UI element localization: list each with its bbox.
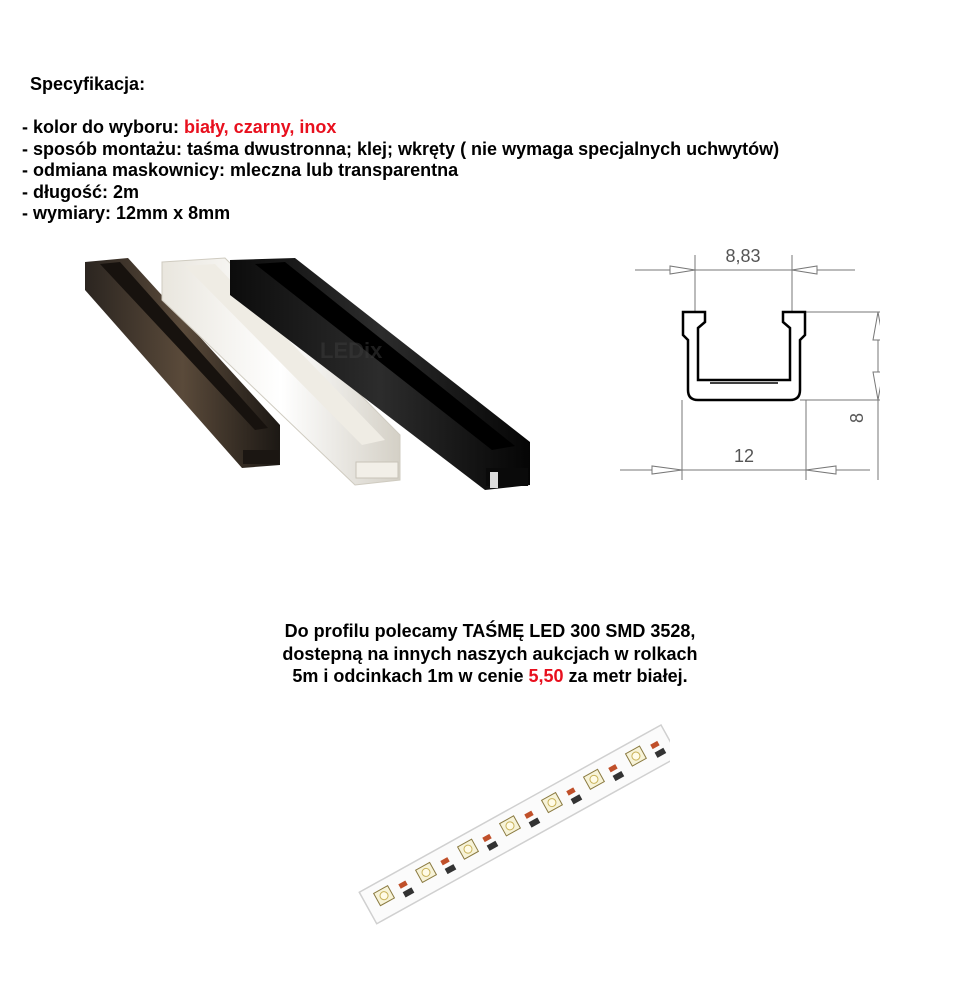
width-label: 12 [733, 446, 755, 466]
recommendation-line-3 [240, 665, 740, 688]
recommendation [240, 620, 740, 688]
height-label: 8 [847, 412, 867, 424]
spec-color-values: biały, czarny, inox [184, 117, 337, 137]
spec-dimensions: - wymiary: 12mm x 8mm [22, 203, 231, 223]
spec-length: - długość: 2m [22, 181, 140, 202]
profiles-photo [80, 250, 540, 500]
spec-title: Specyfikacja: [30, 74, 146, 94]
cross-section-diagram [610, 240, 880, 485]
spec-color [22, 117, 779, 139]
price: 5,50 [528, 666, 564, 686]
recommendation-line-1: Do profilu polecamy TAŚMĘ LED 300 SMD 3528, [284, 621, 696, 641]
recommendation-line-3-end: za metr białej. [563, 666, 688, 686]
recommendation-line-2: dostepną na innych naszych aukcjach w rolkach [282, 643, 698, 664]
watermark: LEDix [320, 338, 383, 363]
spec-mounting: - sposób montażu: taśma dwustronna; klej; wkręty ( nie wymaga specjalnych uchwytów) [22, 138, 780, 159]
led-strip-photo [350, 720, 670, 925]
spec-color-label: - kolor do wyboru: [22, 117, 184, 137]
profile-outline [683, 312, 805, 400]
spec-list [22, 117, 779, 225]
recommendation-line-3-start: 5m i odcinkach 1m w cenie [292, 666, 529, 686]
spec-diffuser: - odmiana maskownicy: mleczna lub transparentna [22, 160, 459, 180]
inner-width-label: 8,83 [725, 246, 761, 266]
